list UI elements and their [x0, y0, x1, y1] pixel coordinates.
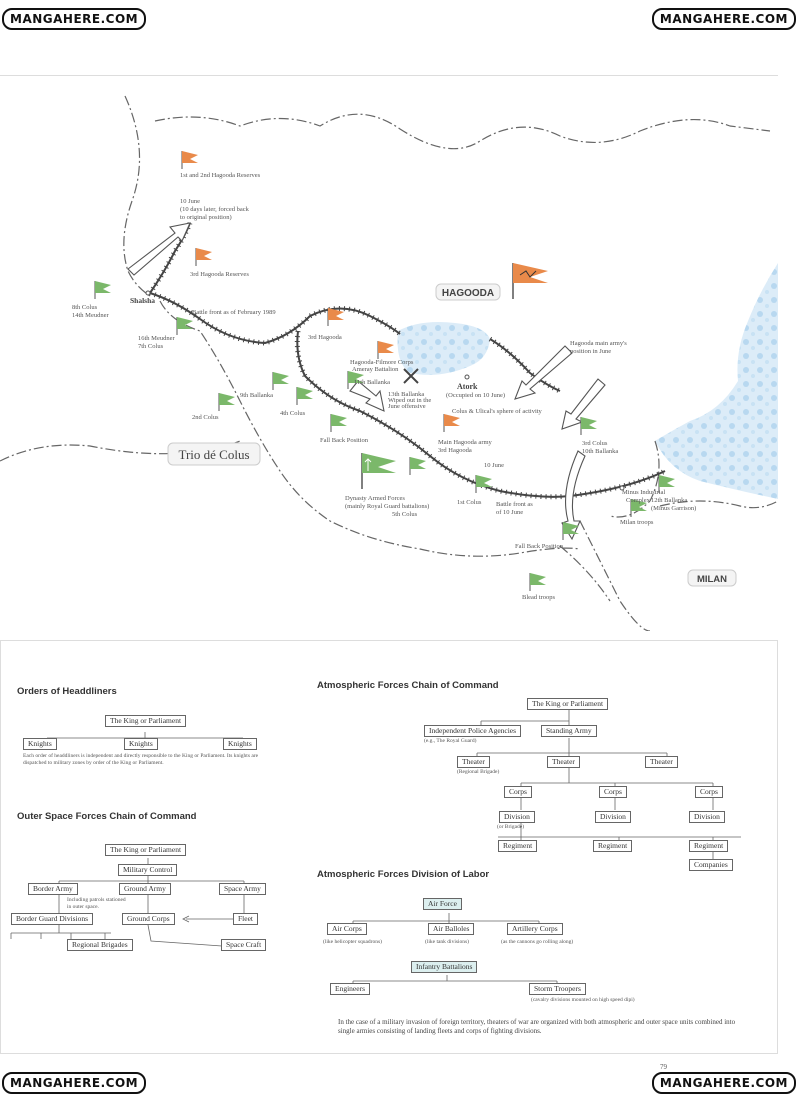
flag-colus-4	[297, 387, 313, 405]
flag-colus-1	[476, 475, 492, 493]
headdliners-king-box: The King or Parliament	[105, 715, 186, 727]
sea	[655, 263, 778, 499]
place-atork: Atork	[457, 382, 478, 391]
flag-dynasty	[362, 453, 396, 489]
label-fallback-1: Fall Back Position	[320, 437, 369, 444]
label-fallback-2: Fall Back Position	[515, 543, 564, 550]
labor-title: Atmospheric Forces Division of Labor	[317, 869, 490, 880]
watermark-bottom-left: MANGAHERE.COM	[2, 1072, 146, 1094]
label-ballanka-13-1: 13th Ballanka	[388, 391, 425, 398]
page-number: 79	[660, 1063, 667, 1071]
atmo-theater-1: Theater	[457, 756, 490, 768]
space-title: Outer Space Forces Chain of Command	[17, 811, 197, 822]
label-dynasty-2: (mainly Royal Guard battalions)	[345, 503, 430, 510]
label-ballanka-11: 11th Ballanka	[354, 379, 391, 386]
atmo-standing-army: Standing Army	[541, 725, 597, 737]
region-milan: MILAN	[696, 574, 728, 585]
atmo-division-2: Division	[595, 811, 631, 823]
place-minus-1: Minus Industrial	[622, 489, 666, 496]
flag-hagooda-reserves-1-2	[182, 151, 198, 169]
space-king-box: The King or Parliament	[105, 844, 186, 856]
atork-dot	[465, 375, 469, 379]
atmo-division-note: (or Brigade)	[497, 824, 525, 830]
flag-colus-3	[581, 417, 597, 435]
atmo-division-3: Division	[689, 811, 725, 823]
labor-artillery: Artillery Corps	[507, 923, 563, 935]
space-regional-brigades: Regional Brigades	[67, 939, 133, 951]
flag-hagooda-hq	[513, 263, 548, 299]
label-colus-8: 8th Colus	[72, 304, 98, 311]
label-colus-4: 4th Colus	[280, 410, 306, 417]
label-june10-note-3: to original position)	[180, 214, 232, 221]
place-minus-2: Complex	[626, 497, 650, 504]
flag-blead	[530, 573, 546, 591]
space-fleet: Fleet	[233, 913, 258, 925]
label-colus-3: 3rd Colus	[582, 440, 608, 447]
label-hagooda-filmore-1: Hagooda-Filmore Corps	[350, 359, 414, 366]
label-colus-2: 2nd Colus	[192, 414, 219, 421]
atmo-division-1: Division	[499, 811, 535, 823]
space-space-craft: Space Craft	[221, 939, 266, 951]
flag-hagooda-main	[444, 414, 460, 432]
space-military-control: Military Control	[118, 864, 177, 876]
flag-colus-8	[95, 281, 111, 299]
atmo-companies: Companies	[689, 859, 733, 871]
watermark-top-left: MANGAHERE.COM	[2, 8, 146, 30]
flag-hagooda-filmore	[378, 341, 394, 359]
label-ballanka-10: 10th Ballanka	[582, 448, 619, 455]
label-meudner-14: 14th Meudner	[72, 312, 109, 319]
label-june10-note-1: 10 June	[180, 198, 201, 205]
labor-air-force: Air Force	[423, 898, 462, 910]
label-hagooda-june-1: Hagooda main army's	[570, 340, 627, 347]
label-colus-1: 1st Colus	[457, 499, 482, 506]
label-hagooda-june-2: position in June	[570, 348, 612, 355]
atmo-chain-title: Atmospheric Forces Chain of Command	[317, 680, 499, 691]
label-milan-troops: Milan troops	[620, 519, 654, 526]
place-atork-note: (Occupied on 10 June)	[446, 392, 506, 399]
space-ground-army: Ground Army	[119, 883, 171, 895]
atmo-corps-2: Corps	[599, 786, 627, 798]
atmo-regiment-3: Regiment	[689, 840, 728, 852]
label-ballanka-12-1: 12th Ballanka	[651, 497, 688, 504]
atmo-regiment-2: Regiment	[593, 840, 632, 852]
place-shalsha: Shalsha	[130, 296, 156, 305]
atmo-king-box: The King or Parliament	[527, 698, 608, 710]
headdliners-knights-3: Knights	[223, 738, 257, 750]
label-meudner-16: 16th Meudner	[138, 335, 175, 342]
label-june10-note-2: (10 days later, forced back	[180, 206, 249, 213]
lake	[398, 322, 491, 375]
labor-storm-troopers: Storm Troopers	[529, 983, 586, 995]
headdliners-note: Each order of headdliners is independent and directly responsible to the King or Parliament. Its knights are dispatched to military zones by order of the King or Parliament.	[23, 753, 259, 766]
label-battle-june-1: Battle front as	[496, 501, 533, 508]
watermark-top-right: MANGAHERE.COM	[652, 8, 796, 30]
space-border-guard: Border Guard Divisions	[11, 913, 93, 925]
label-hagooda-filmore-2: Ameray Battalion	[352, 366, 399, 373]
label-main-army-2: 3rd Hagooda	[438, 447, 472, 454]
label-ballanka-12-2: (Minus Garrison)	[651, 505, 697, 512]
atmo-police-box: Independent Police Agencies	[424, 725, 521, 737]
flag-fallback-1	[331, 414, 347, 432]
label-battle-feb: Battle front as of February 1989	[192, 309, 276, 316]
label-ballanka-13-3: June offensive	[388, 403, 426, 410]
label-june10: 10 June	[484, 462, 505, 469]
campaign-map	[0, 75, 778, 631]
atmo-theater-2: Theater	[547, 756, 580, 768]
label-reserves-3: 3rd Hagooda Reserves	[190, 271, 249, 278]
label-sphere: Colus & Ulical's sphere of activity	[452, 408, 542, 415]
labor-infantry: Infantry Battalions	[411, 961, 477, 973]
labor-engineers: Engineers	[330, 983, 370, 995]
atmo-theater-note: (Regional Brigade)	[457, 769, 500, 775]
headdliners-title: Orders of Headdliners	[17, 686, 117, 697]
flag-ballanka-9	[273, 372, 289, 390]
label-hagooda-3: 3rd Hagooda	[308, 334, 342, 341]
headdliners-knights-1: Knights	[23, 738, 57, 750]
watermark-bottom-right: MANGAHERE.COM	[652, 1072, 796, 1094]
region-trio: Trio dé Colus	[178, 447, 250, 462]
label-battle-june-2: of 10 June	[496, 509, 524, 516]
atmo-corps-1: Corps	[504, 786, 532, 798]
map-svg	[0, 76, 778, 631]
flag-colus-5	[410, 457, 426, 475]
flag-hagooda-reserves-3	[196, 248, 212, 266]
label-reserves-1-2: 1st and 2nd Hagooda Reserves	[180, 172, 261, 179]
labor-air-balloles: Air Balloles	[428, 923, 474, 935]
headdliners-knights-2: Knights	[124, 738, 158, 750]
atmo-police-note: (e.g., The Royal Guard)	[424, 738, 477, 744]
labor-air-balloles-note: (like tank divisions)	[425, 939, 469, 945]
flag-colus-2	[219, 393, 235, 411]
flag-hagooda-3rd	[328, 308, 344, 326]
label-dynasty-1: Dynasty Armed Forces	[345, 495, 405, 502]
footer-note: In the case of a military invasion of foreign territory, theaters of war are organized with both atmospheric and outer space units combined into single armies consisting of landing fleets and corps of fighting divisions.	[338, 1018, 736, 1035]
label-blead: Blead troops	[522, 594, 556, 601]
atmo-corps-3: Corps	[695, 786, 723, 798]
label-main-army-1: Main Hagooda army	[438, 439, 492, 446]
space-border-note: Including patrols stationed in outer space.	[67, 897, 126, 910]
flag-meudner-16	[177, 317, 193, 335]
org-charts-panel	[0, 640, 778, 1054]
space-border-army: Border Army	[28, 883, 78, 895]
labor-air-corps: Air Corps	[327, 923, 367, 935]
space-ground-corps: Ground Corps	[122, 913, 175, 925]
atmo-theater-3: Theater	[645, 756, 678, 768]
region-hagooda: HAGOODA	[441, 288, 495, 299]
labor-storm-note: (cavalry divisions mounted on high speed dipi)	[531, 997, 635, 1003]
label-colus-7: 7th Colus	[138, 343, 164, 350]
label-ballanka-13-2: Wiped out in the	[388, 397, 432, 404]
atmo-regiment-1: Regiment	[498, 840, 537, 852]
label-colus-5: 5th Colus	[392, 511, 418, 518]
label-ballanka-9: 9th Ballanka	[240, 392, 274, 399]
space-space-army: Space Army	[219, 883, 266, 895]
shalsha-dot	[146, 291, 150, 295]
labor-air-corps-note: (like helicopter squadrons)	[323, 939, 382, 945]
labor-artillery-note: (as the cannons go rolling along)	[501, 939, 574, 945]
